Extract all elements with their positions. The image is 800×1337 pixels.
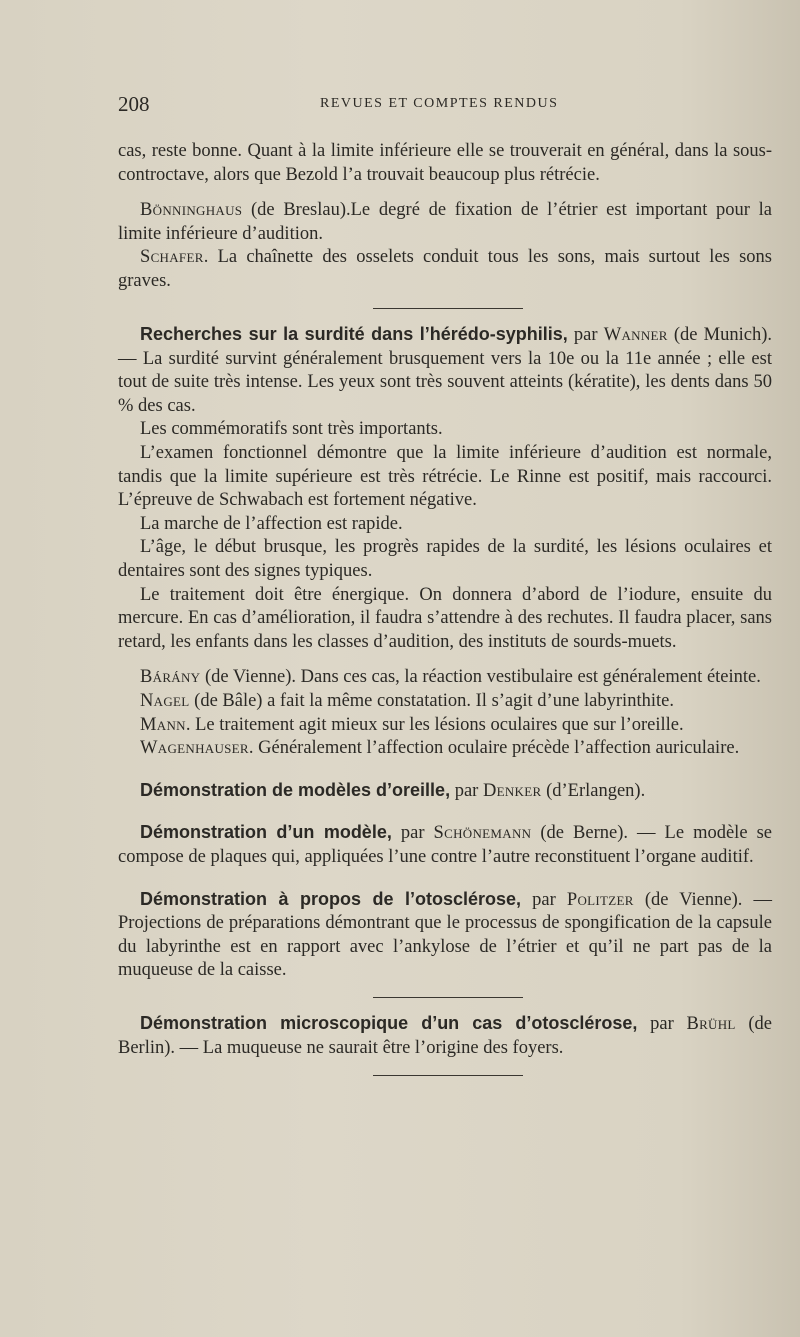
running-head: REVUES ET COMPTES RENDUS xyxy=(320,96,559,111)
comment-text: . La chaînette des osselets conduit tous les sons, mais surtout les sons graves. xyxy=(118,247,772,291)
section-text: (d’Erlangen). xyxy=(541,780,646,801)
section-denker: Démonstration de modèles d’oreille, par Denker (d’Erlangen). xyxy=(140,779,646,801)
comment-text: . Le traitement agit mieux sur les lésions oculaires que sur l’oreille. xyxy=(185,714,684,735)
section-text: (de Berlin). — La muqueuse ne saurait être l’origine des foyers. xyxy=(118,1014,772,1058)
author-name: Bönninghaus xyxy=(140,200,243,221)
author-name: Wagenhauser xyxy=(140,738,249,759)
comment-barany xyxy=(118,666,772,690)
comment-text: . Généralement l’affection oculaire précède l’affection auriculaire. xyxy=(248,738,740,759)
paragraph: L’examen fonctionnel démontre que la limite inférieure d’audition est normale, tandis que la limite supérieure est très rétrécie. Le Rinne est positif, mais raccourci. L’épreuve de Schwabach est fortement négative. xyxy=(118,443,772,511)
author-name: Bárány xyxy=(140,667,201,688)
comment-bonninghaus xyxy=(118,199,772,246)
author-name: Wanner xyxy=(603,325,668,346)
author-name: Mann xyxy=(140,714,186,735)
paragraph: Les commémoratifs sont très importants. xyxy=(140,419,443,440)
comment-mann xyxy=(118,714,772,738)
paragraph-continuation: cas, reste bonne. Quant à la limite inférieure elle se trouverait en général, dans la sous-controctave, alors que Bezold l’a trouvait beaucoup plus rétrécie. xyxy=(118,141,772,185)
comment-nagel xyxy=(118,690,772,714)
section-bruhl: Démonstration microscopique d’un cas d’otosclérose, par Brühl (de Berlin). — La muqueuse ne saurait être l’origine des foyers. xyxy=(118,1013,772,1058)
paragraph: Le traitement doit être énergique. On donnera d’abord de l’iodure, ensuite du mercure. En cas d’amélioration, il faudra s’attendre à des rechutes. Il faudra placer, sans retard, les enfants dans les classes d’audition, des instituts de sourds-muets. xyxy=(118,584,772,652)
comment-text: (de Breslau).Le degré de fixation de l’étrier est important pour la limite inférieure d’audition. xyxy=(118,200,772,244)
section-title: Démonstration à propos de l’otosclérose, xyxy=(140,888,522,909)
author-name: Schafer xyxy=(140,247,204,268)
section-schonemann: Démonstration d’un modèle, par Schönemann (de Berne). — Le modèle se compose de plaques qui, appliquées l’une contre l’autre reconstituent l’organe auditif. xyxy=(118,822,772,867)
section-divider xyxy=(373,997,523,999)
section-title: Recherches sur la surdité dans l’hérédo-syphilis, xyxy=(140,324,568,345)
comment-schafer xyxy=(118,246,772,293)
author-name: Brühl xyxy=(686,1014,736,1035)
author-name: Politzer xyxy=(566,889,634,910)
author-name: Schönemann xyxy=(433,823,532,844)
section-text: (de Munich). — La surdité survint généralement brusquement vers la 10e ou la 11e année ; elle est tout de suite très intense. Les yeux sont très souvent atteints (kératite), les dents dans 50 % des cas. xyxy=(118,325,772,416)
section-divider xyxy=(373,308,523,310)
comment-text: (de Bâle) a fait la même constatation. Il s’agit d’une labyrinthite. xyxy=(189,690,674,711)
paragraph: L’âge, le début brusque, les progrès rapides de la surdité, les lésions oculaires et dentaires sont des signes typiques. xyxy=(118,537,772,581)
comment-wagenhauser xyxy=(118,737,772,761)
author-name: Nagel xyxy=(140,690,190,711)
section-politzer: Démonstration à propos de l’otosclérose, par Politzer (de Vienne). — Projections de préparations démontrant que le processus de spongification de la capsule du labyrinthe est en rapport avec l’ankylose de l’étrier et qu’il ne part pas de la muqueuse de la caisse. xyxy=(118,888,772,981)
paragraph: La marche de l’affection est rapide. xyxy=(140,513,403,534)
section-heredo-syphilis-intro: Recherches sur la surdité dans l’hérédo-syphilis, par Wanner (de Munich). — La surdité survint généralement brusquement vers la 10e ou la 11e année ; elle est tout de suite très intense. Les yeux sont très souvent atteints (kératite), les dents dans 50 % des cas. xyxy=(118,324,772,416)
section-text: (de Berne). — Le modèle se compose de plaques qui, appliquées l’une contre l’autre reconstituent l’organe auditif. xyxy=(118,823,772,867)
section-divider xyxy=(373,1075,523,1077)
page-header xyxy=(118,92,778,122)
section-title: Démonstration de modèles d’oreille, xyxy=(140,779,451,800)
page-body xyxy=(118,140,772,1090)
section-title: Démonstration d’un modèle, xyxy=(140,822,392,843)
section-title: Démonstration microscopique d’un cas d’otosclérose, xyxy=(140,1013,638,1034)
page-number: 208 xyxy=(118,92,150,116)
comment-text: (de Vienne). Dans ces cas, la réaction vestibulaire est généralement éteinte. xyxy=(200,667,761,688)
author-name: Denker xyxy=(482,780,542,801)
section-text: (de Vienne). — Projections de préparations démontrant que le processus de spongification de la capsule du labyrinthe est en rapport avec l’ankylose de l’étrier et qu’il ne part pas de la muqueuse de la caisse. xyxy=(118,889,772,981)
